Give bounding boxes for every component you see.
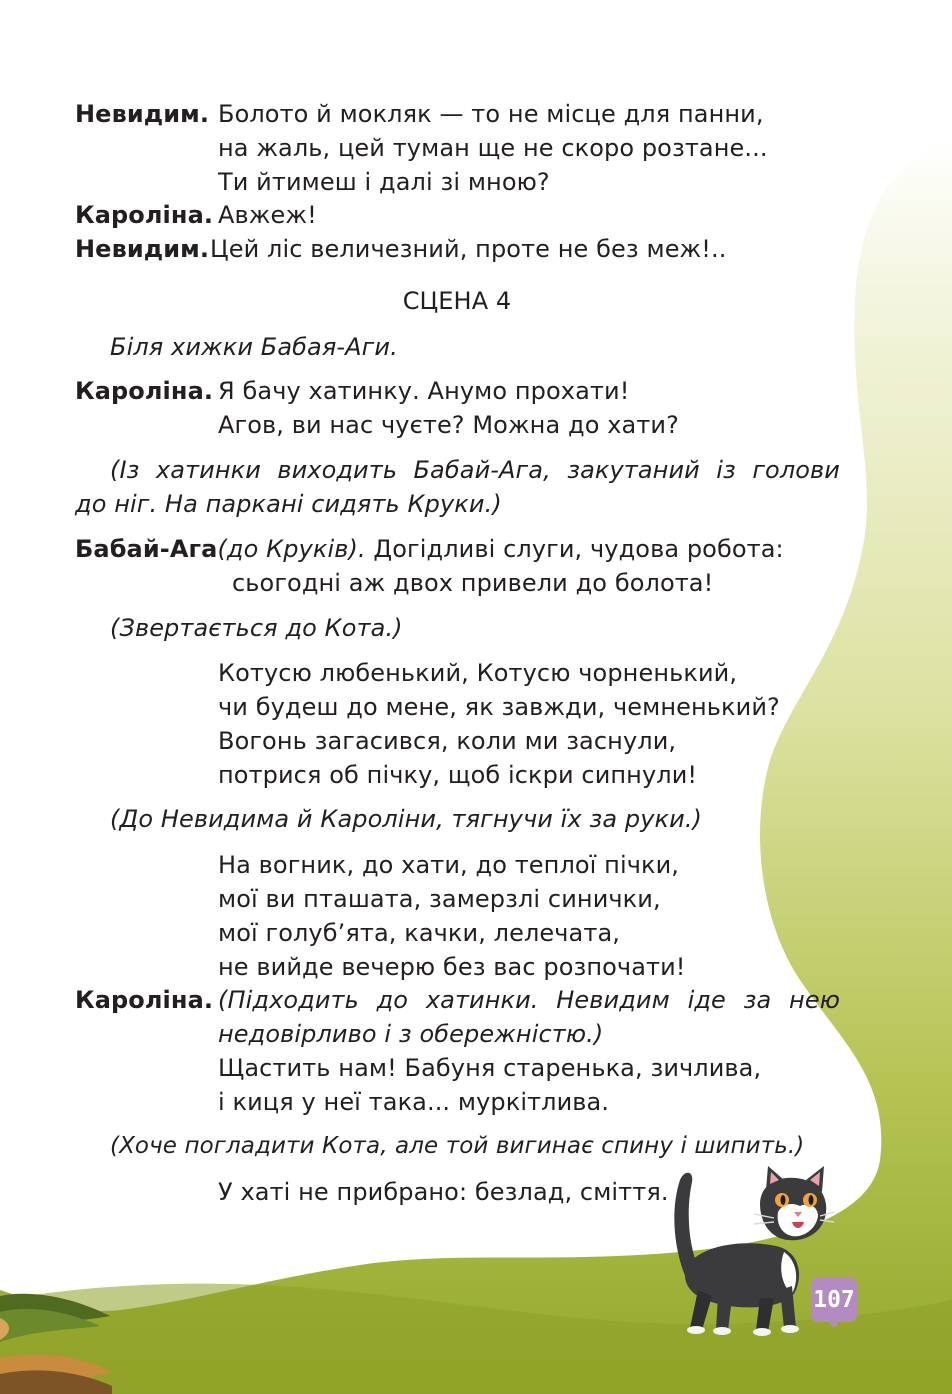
stage-direction: (Підходить до хатинки. Невидим іде за нею (218, 986, 840, 1014)
stage-direction: до ніг. На паркані сидять Круки.) (75, 490, 502, 518)
stage-direction: (Звертається до Кота.) (110, 614, 403, 642)
verse-line: На вогник, до хати, до теплої пічки, (218, 851, 680, 879)
black-cat-icon (656, 1160, 836, 1340)
dialogue-paragraph (75, 532, 784, 566)
stage-direction: недовірливо і з обережністю.) (218, 1020, 604, 1048)
speaker-name: Кароліна. (75, 377, 214, 405)
speaker-name: Невидим. (75, 235, 210, 263)
verse-line: не вийде вечерю без вас розпочати! (218, 953, 686, 981)
stage-direction: (До Невидима й Кароліни, тягнучи їх за руки.) (110, 805, 703, 833)
verse-line: Вогонь загасився, коли ми заснули, (218, 727, 677, 755)
dialogue-line: і киця у неї така... муркітлива. (218, 1088, 610, 1116)
page-number-pointer (826, 1318, 842, 1328)
scene-heading: СЦЕНА 4 (402, 287, 512, 315)
stage-direction: Біля хижки Бабая-Аги. (110, 333, 398, 361)
dialogue-line: Я бачу хатинку. Анумо прохати! (218, 377, 630, 405)
dialogue-line: У хаті не прибрано: безлад, сміття. (218, 1178, 669, 1206)
dialogue-line: Догідливі слуги, чудова робота: (373, 535, 784, 563)
page-number: 107 (811, 1278, 857, 1322)
verse-line: мої ви пташата, замерзлі синички, (218, 885, 661, 913)
speaker-name: Невидим. (75, 100, 210, 128)
stage-direction: (Хоче погладити Кота, але той вигинає спину і шипить.) (110, 1133, 805, 1159)
speaker-name: Кароліна. (75, 986, 214, 1014)
dialogue-line: Цей ліс величезний, проте не без меж!.. (210, 235, 727, 263)
verse-line: Котусю любенький, Котусю чорненький, (218, 659, 738, 687)
stage-direction: (Із хатинки виходить Бабай-Ага, закутаний із голови (110, 456, 840, 484)
dialogue-line: Болото й мокляк — то не місце для панни, (218, 100, 764, 128)
dialogue-line: Агов, ви нас чуєте? Можна до хати? (218, 411, 679, 439)
speaker-name: Кароліна. (75, 201, 214, 229)
dialogue-line: Авжеж! (218, 201, 317, 229)
speaker-name: Бабай-Ага (75, 535, 218, 563)
verse-line: потрися об пічку, щоб іскри сипнули! (218, 761, 698, 789)
dialogue-line: сьогодні аж двох привели до болота! (232, 569, 714, 597)
stage-direction: (до Круків). (217, 535, 366, 563)
dialogue-line: Ти йтимеш і далі зі мною? (218, 168, 550, 196)
verse-line: мої голуб’ята, качки, лелечата, (218, 919, 620, 947)
dialogue-line: на жаль, цей туман ще не скоро розтане... (218, 134, 768, 162)
dialogue-line: Щастить нам! Бабуня старенька, зичлива, (218, 1054, 762, 1082)
verse-line: чи будеш до мене, як завжди, чемненький? (218, 693, 780, 721)
